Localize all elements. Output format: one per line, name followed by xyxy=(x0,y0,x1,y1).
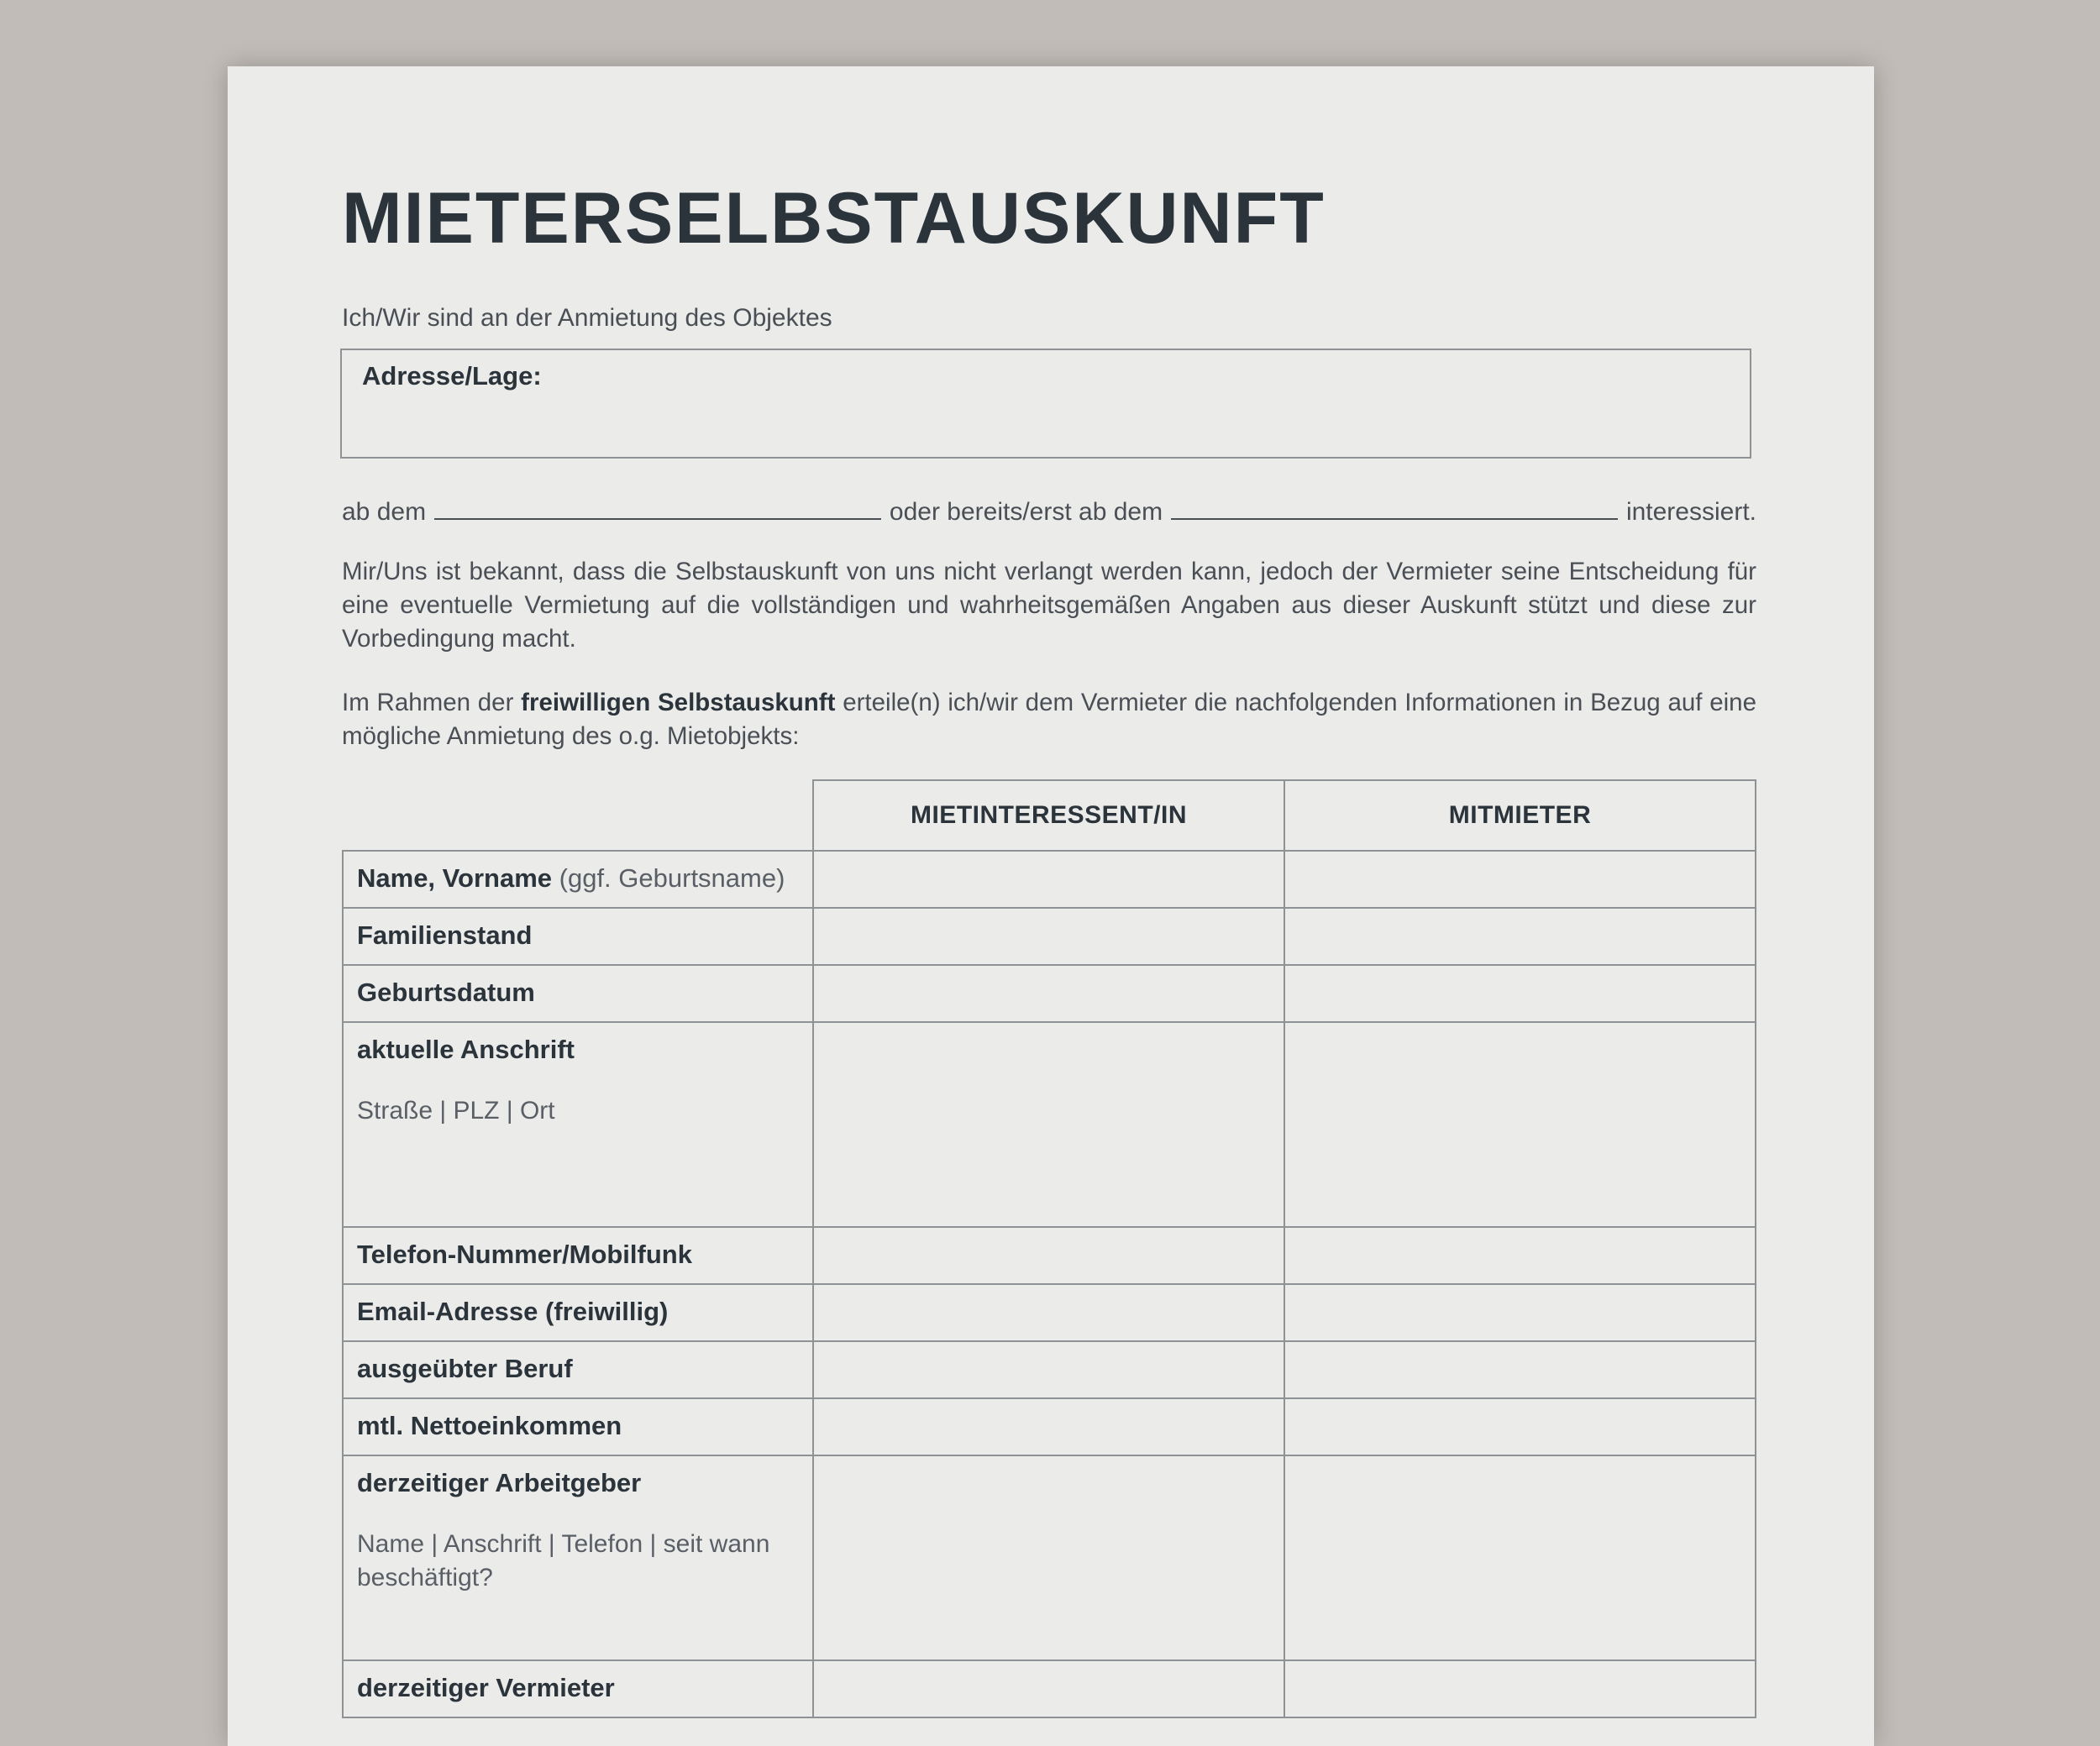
tenant-input-cell[interactable] xyxy=(813,1398,1284,1455)
disclaimer-paragraph: Mir/Uns ist bekannt, dass die Selbstauskunft von uns nicht verlangt werden kann, jedoch der Vermieter seine Entscheidung für eine eventuelle Vermietung auf die vollständigen und wahrheitsgemäßen Angaben aus dieser Auskunft stützt und diese zur Vorbedingung macht. xyxy=(342,558,1756,653)
cotenant-input-cell[interactable] xyxy=(1284,1227,1756,1284)
cotenant-input-cell[interactable] xyxy=(1284,908,1756,965)
cotenant-input-cell[interactable] xyxy=(1284,1341,1756,1398)
address-label: Adresse/Lage: xyxy=(362,361,542,391)
table-row xyxy=(343,908,1756,965)
row-label-cell xyxy=(343,908,813,965)
cotenant-input-cell[interactable] xyxy=(1284,1398,1756,1455)
cotenant-input-cell[interactable] xyxy=(1284,1022,1756,1227)
row-sublabel: Straße | PLZ | Ort xyxy=(357,1097,555,1125)
row-label: Familienstand xyxy=(357,920,533,950)
page-title: MIETERSELBSTAUSKUNFT xyxy=(342,178,1326,259)
row-label-cell xyxy=(343,1227,813,1284)
row-label: Name, Vorname xyxy=(357,863,553,893)
table-row xyxy=(343,1227,1756,1284)
cotenant-input-cell[interactable] xyxy=(1284,1284,1756,1341)
row-label: ausgeübter Beruf xyxy=(357,1354,573,1383)
row-label-cell xyxy=(343,1398,813,1455)
alternative-date-blank[interactable] xyxy=(1171,495,1618,520)
table-row xyxy=(343,1341,1756,1398)
consent-after: erteile(n) ich/wir dem Vermieter die nachfolgenden Informationen in Bezug auf eine mögliche Anmietung des o.g. Mietobjekts: xyxy=(342,689,1756,750)
row-label: Geburtsdatum xyxy=(357,978,535,1007)
tenant-input-cell[interactable] xyxy=(813,1341,1284,1398)
start-date-blank[interactable] xyxy=(434,495,881,520)
address-field[interactable] xyxy=(340,349,1751,459)
row-label-cell xyxy=(343,851,813,908)
row-label: mtl. Nettoeinkommen xyxy=(357,1411,622,1440)
row-label-cell xyxy=(343,1022,813,1227)
tenant-input-cell[interactable] xyxy=(813,965,1284,1022)
intro-text: Ich/Wir sind an der Anmietung des Objektes xyxy=(342,304,832,332)
row-sublabel: Name | Anschrift | Telefon | seit wann beschäftigt? xyxy=(357,1530,770,1591)
date-middle: oder bereits/erst ab dem xyxy=(889,498,1163,526)
header-tenant: MIETINTERESSENT/IN xyxy=(813,780,1284,851)
row-label-cell xyxy=(343,1660,813,1717)
consent-bold: freiwilligen Selbstauskunft xyxy=(521,689,836,716)
cotenant-input-cell[interactable] xyxy=(1284,1455,1756,1660)
tenant-input-cell[interactable] xyxy=(813,1022,1284,1227)
cotenant-input-cell[interactable] xyxy=(1284,1660,1756,1717)
cotenant-input-cell[interactable] xyxy=(1284,965,1756,1022)
document-page xyxy=(228,66,1874,1746)
date-prefix: ab dem xyxy=(342,498,427,526)
row-label: Email-Adresse (freiwillig) xyxy=(357,1297,669,1326)
consent-before: Im Rahmen der xyxy=(342,689,514,716)
table-row xyxy=(343,1398,1756,1455)
table-row xyxy=(343,1660,1756,1717)
table-header-row xyxy=(343,780,1756,851)
date-suffix: interessiert. xyxy=(1625,498,1756,526)
header-empty-cell xyxy=(343,780,813,851)
tenant-input-cell[interactable] xyxy=(813,1660,1284,1717)
table-row xyxy=(343,1284,1756,1341)
row-label-cell xyxy=(343,1341,813,1398)
table-row xyxy=(343,965,1756,1022)
consent-paragraph xyxy=(342,686,1756,753)
tenant-info-table xyxy=(342,779,1756,1718)
header-cotenant: MITMIETER xyxy=(1284,780,1756,851)
row-label-cell xyxy=(343,965,813,1022)
row-label: derzeitiger Arbeitgeber xyxy=(357,1468,642,1497)
tenant-input-cell[interactable] xyxy=(813,1284,1284,1341)
row-label-cell xyxy=(343,1455,813,1660)
row-label-cell xyxy=(343,1284,813,1341)
tenant-input-cell[interactable] xyxy=(813,1455,1284,1660)
tenant-input-cell[interactable] xyxy=(813,851,1284,908)
tenant-input-cell[interactable] xyxy=(813,908,1284,965)
table-row xyxy=(343,1455,1756,1660)
date-line xyxy=(342,495,1756,527)
cotenant-input-cell[interactable] xyxy=(1284,851,1756,908)
row-label: derzeitiger Vermieter xyxy=(357,1673,615,1702)
table-row xyxy=(343,851,1756,908)
row-note: (ggf. Geburtsname) xyxy=(559,863,785,893)
table-row xyxy=(343,1022,1756,1227)
tenant-input-cell[interactable] xyxy=(813,1227,1284,1284)
row-label: Telefon-Nummer/Mobilfunk xyxy=(357,1240,692,1269)
row-label: aktuelle Anschrift xyxy=(357,1035,575,1064)
